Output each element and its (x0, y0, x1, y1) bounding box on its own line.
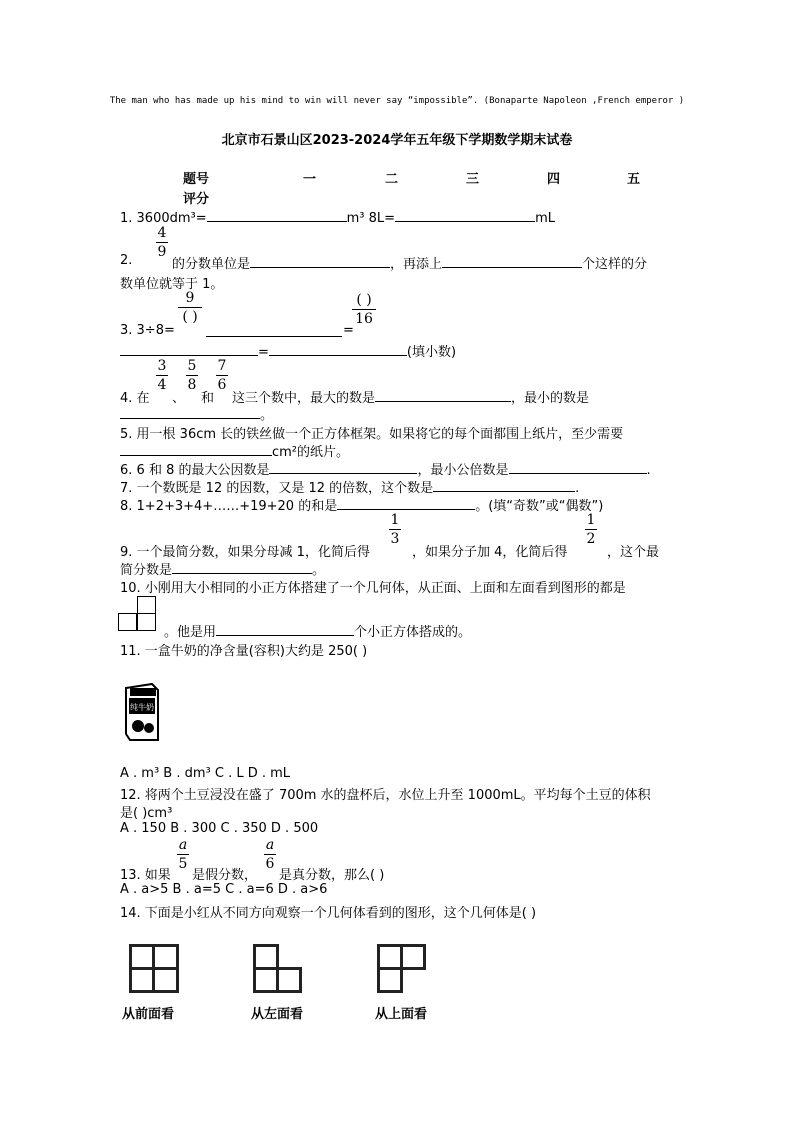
front-view-label: 从前面看 (122, 1007, 175, 1022)
question-1 (120, 207, 555, 226)
score-table-row-label: 题号 (183, 172, 210, 187)
q3-blank-3[interactable] (269, 341, 407, 356)
q1-blank-2[interactable] (395, 207, 535, 222)
q13-text-b: 是假分数， (192, 868, 258, 883)
q4-fraction-1: 3 4 (157, 358, 167, 393)
q3-blank-1[interactable] (206, 322, 342, 337)
q3-fraction-2: ( ) 16 (352, 292, 376, 327)
score-col-5: 五 (627, 172, 641, 187)
q9-fraction-1: 1 3 (390, 512, 400, 547)
q9-text-c: ，这个最 (607, 545, 660, 560)
question-7: 7. 一个数既是 12 的因数，又是 12 的倍数，这个数是 . (120, 477, 579, 496)
q4-blank-1[interactable] (375, 387, 511, 402)
q2-number: 2. (120, 253, 133, 268)
question-11: 11. 一盒牛奶的净含量(容积)大约是 250( ) (120, 644, 368, 659)
q3-blank-2[interactable] (120, 341, 258, 356)
q2-blank-2[interactable] (442, 253, 582, 268)
q2-fraction: 4 9 (157, 225, 167, 260)
page-title: 北京市石景山区2023-2024学年五年级下学期数学期末试卷 (221, 133, 573, 148)
q9-text-a: 9. 一个最简分数，如果分母减 1，化简后得 (120, 545, 370, 560)
q4-text-a: 4. 在 (120, 391, 150, 406)
q5-blank[interactable] (120, 441, 272, 456)
q3-equals: = (343, 323, 354, 338)
q2-line-2: 数单位就等于 1。 (120, 277, 224, 292)
q5-line-2: cm²的纸片。 (120, 441, 349, 460)
q1-blank-1[interactable] (207, 207, 347, 222)
q11-options: A . m³ B . dm³ C . L D . mL (120, 766, 291, 781)
q9-fraction-2: 1 2 (586, 512, 596, 547)
q13-text-a: 13. 如果 (120, 868, 171, 883)
q13-options: A . a>5 B . a=5 C . a=6 D . a>6 (120, 882, 328, 897)
score-col-2: 二 (385, 172, 399, 187)
q1-text-c: mL (535, 211, 555, 226)
q4-blank-2[interactable] (120, 404, 260, 419)
score-col-1: 一 (303, 172, 317, 187)
question-12: 12. 将两个土豆浸没在盛了 700m 水的盘杯后，水位上升至 1000mL。平均每个土豆的体积 (120, 788, 651, 803)
q7-blank[interactable] (433, 477, 575, 492)
question-14: 14. 下面是小红从不同方向观察一个几何体看到的图形，这个几何体是( ) (120, 906, 537, 921)
top-view-label: 从上面看 (375, 1007, 428, 1022)
motto-quote: The man who has made up his mind to win will never say “impossible”. (Bonaparte Napoleon ,French emperor ) (109, 96, 685, 106)
q4-sep-1: 、 (172, 391, 186, 406)
q3-line-2: = (填小数) (120, 341, 456, 360)
q4-fraction-3: 7 6 (217, 358, 227, 393)
score-table-score-label: 评分 (183, 192, 210, 207)
q9-blank[interactable] (172, 559, 312, 574)
q4-fraction-2: 5 8 (187, 358, 197, 393)
q9-text-b: ，如果分子加 4，化简后得 (412, 545, 568, 560)
left-view-label: 从左面看 (251, 1007, 304, 1022)
q12-line-2: 是( )cm³ (120, 806, 173, 821)
q13-fraction-2: a 6 (265, 837, 275, 872)
q10-line-2: 。他是用 个小正方体搭成的。 (164, 621, 471, 640)
question-5: 5. 用一根 36cm 长的铁丝做一个正方体框架。如果将它的每个面都围上纸片，至少需要 (120, 427, 624, 442)
score-col-3: 三 (466, 172, 480, 187)
q4-sep-2: 和 (201, 391, 215, 406)
question-4: 这三个数中，最大的数是 ，最小的数是 (232, 387, 589, 406)
question-10: 10. 小刚用大小相同的小正方体搭建了一个几何体，从正面、上面和左面看到图形的都是 (120, 581, 626, 596)
q13-text-c: 是真分数，那么( ) (279, 868, 385, 883)
q1-text-a: 1. 3600dm³= (120, 211, 207, 226)
q13-fraction-1: a 5 (178, 837, 188, 872)
q3-fraction-1: 9 ( ) (178, 290, 202, 325)
q3-text-a: 3. 3÷8= (120, 323, 175, 338)
score-col-4: 四 (547, 172, 561, 187)
q10-blank[interactable] (216, 621, 354, 636)
q9-line-2: 简分数是 。 (120, 559, 325, 578)
q4-line-2: 。 (120, 404, 273, 423)
q12-options: A . 150 B . 300 C . 350 D . 500 (120, 821, 319, 836)
q2-blank-1[interactable] (250, 253, 390, 268)
q6-blank-2[interactable] (509, 459, 647, 474)
question-8: 8. 1+2+3+4+……+19+20 的和是 。(填“奇数”或“偶数”) (120, 495, 603, 514)
q8-blank[interactable] (337, 495, 475, 510)
q1-text-b: m³ 8L= (346, 211, 396, 226)
question-2: 的分数单位是 ，再添上 个这样的分 (172, 253, 647, 272)
carton-label: 纯牛奶 (130, 703, 154, 712)
question-6: 6. 6 和 8 的最大公因数是 ，最小公倍数是 . (120, 459, 651, 478)
q6-blank-1[interactable] (269, 459, 417, 474)
